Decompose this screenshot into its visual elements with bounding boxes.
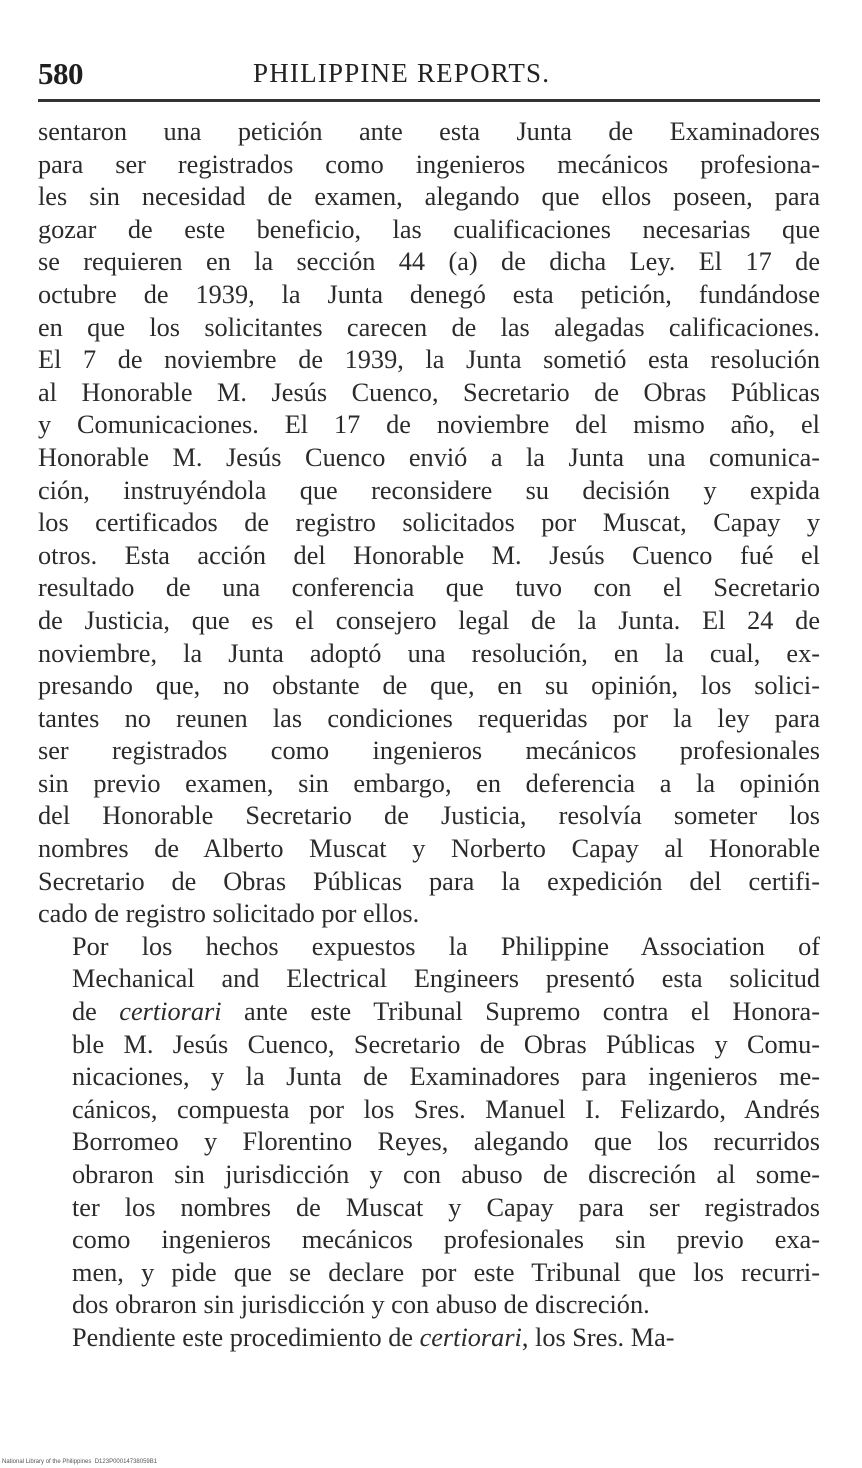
text-line: para ser registrados como ingenieros mecánicos profesiona- bbox=[38, 149, 820, 179]
text-line: cánicos, compuesta por los Sres. Manuel I. Felizardo, Andrés bbox=[72, 1094, 820, 1124]
text-line: obraron sin jurisdicción y con abuso de discreción al some- bbox=[72, 1160, 820, 1189]
text-line: ble M. Jesús Cuenco, Secretario de Obras Públicas y Comu- bbox=[72, 1029, 820, 1059]
text-line: del Honorable Secretario de Justicia, resolvía someter los bbox=[38, 801, 820, 831]
text-line: Pendiente este procedimiento de certiorari, los Sres. Ma- bbox=[72, 1322, 675, 1352]
text-line: sin previo examen, sin embargo, en deferencia a la opinión bbox=[38, 768, 820, 798]
text-line: y Comunicaciones. El 17 de noviembre del mismo año, el bbox=[38, 410, 820, 440]
text-line: Secretario de Obras Públicas para la expedición del certifi- bbox=[38, 866, 820, 896]
text-line: los certificados de registro solicitados por Muscat, Capay y bbox=[38, 508, 820, 538]
text-line: noviembre, la Junta adoptó una resolución, en la cual, ex- bbox=[38, 638, 820, 668]
text-line: otros. Esta acción del Honorable M. Jesús Cuenco fué el bbox=[38, 540, 820, 570]
text-line: sentaron una petición ante esta Junta de Examinadores bbox=[38, 117, 820, 146]
header-rule bbox=[38, 99, 820, 102]
text-line: se requieren en la sección 44 (a) de dicha Ley. El 17 de bbox=[38, 247, 820, 277]
page-number: 580 bbox=[38, 56, 83, 91]
paragraph-3 bbox=[38, 1322, 820, 1355]
text-line: gozar de este beneficio, las cualificaciones necesarias que bbox=[38, 214, 820, 244]
text-line: tantes no reunen las condiciones requeridas por la ley para bbox=[38, 703, 820, 733]
page-header bbox=[38, 52, 820, 92]
text-line: Por los hechos expuestos la Philippine Association of bbox=[72, 931, 820, 961]
text-line: al Honorable M. Jesús Cuenco, Secretario de Obras Públicas bbox=[38, 377, 820, 407]
paragraph-1 bbox=[38, 116, 820, 931]
text-line: ción, instruyéndola que reconsidere su decisión y expida bbox=[38, 475, 820, 505]
text-line: presando que, no obstante de que, en su opinión, los solici- bbox=[38, 671, 820, 701]
text-line: Borromeo y Florentino Reyes, alegando que los recurridos bbox=[72, 1127, 820, 1157]
text-line: resultado de una conferencia que tuvo con el Secretario bbox=[38, 573, 820, 603]
text-line: Honorable M. Jesús Cuenco envió a la Junta una comunica- bbox=[38, 442, 820, 472]
text-line: nombres de Alberto Muscat y Norberto Capay al Honorable bbox=[38, 834, 820, 864]
text-line: de Justicia, que es el consejero legal de la Junta. El 24 de bbox=[38, 605, 820, 635]
text-line: cado de registro solicitado por ellos. bbox=[38, 899, 420, 929]
paragraph-2 bbox=[38, 931, 820, 1322]
text-line: nicaciones, y la Junta de Examinadores para ingenieros me- bbox=[72, 1062, 820, 1092]
text-line: ser registrados como ingenieros mecánicos profesionales bbox=[38, 736, 820, 766]
text-line: en que los solicitantes carecen de las alegadas calificaciones. bbox=[38, 312, 820, 342]
text-line: les sin necesidad de examen, alegando que ellos poseen, para bbox=[38, 182, 820, 212]
text-line: de certiorari ante este Tribunal Supremo contra el Honora- bbox=[72, 997, 820, 1027]
text-line: dos obraron sin jurisdicción y con abuso de discreción. bbox=[72, 1290, 650, 1320]
scan-credit: National Library of the Philippines D123P00014738059B1 bbox=[2, 1459, 158, 1465]
text-line: men, y pide que se declare por este Tribunal que los recurri- bbox=[72, 1257, 820, 1287]
text-line: El 7 de noviembre de 1939, la Junta sometió esta resolución bbox=[38, 345, 820, 375]
text-line: como ingenieros mecánicos profesionales sin previo exa- bbox=[72, 1225, 820, 1255]
body-text bbox=[38, 116, 820, 1355]
running-head: PHILIPPINE REPORTS. bbox=[253, 58, 551, 88]
text-line: octubre de 1939, la Junta denegó esta petición, fundándose bbox=[38, 279, 820, 309]
text-line: ter los nombres de Muscat y Capay para ser registrados bbox=[72, 1192, 820, 1222]
text-line: Mechanical and Electrical Engineers presentó esta solicitud bbox=[72, 964, 820, 994]
